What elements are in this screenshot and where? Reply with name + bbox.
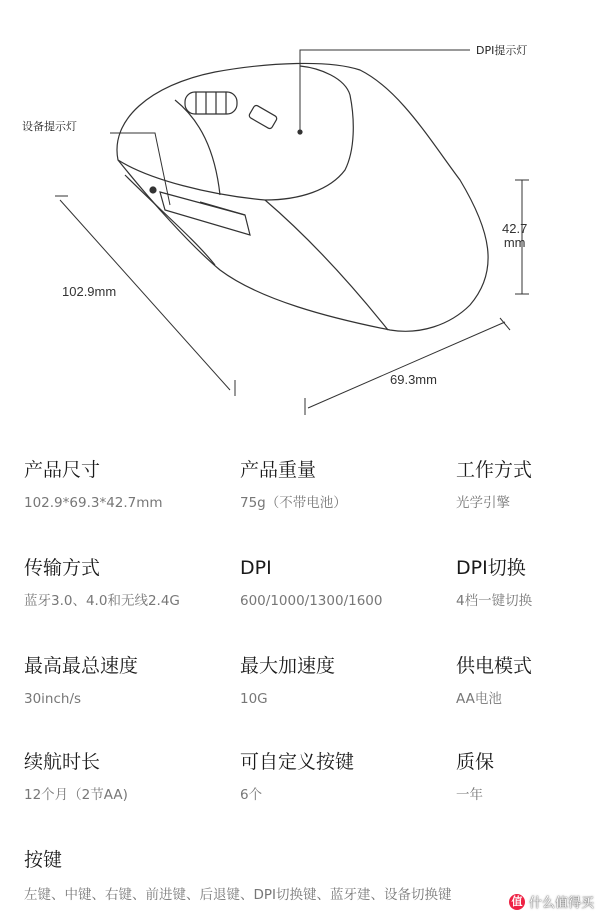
keys-label: 按键 xyxy=(24,849,63,871)
spec-item xyxy=(456,458,600,512)
length-dimension: 102.9mm xyxy=(62,284,117,299)
spec-value: 30inch/s xyxy=(24,691,82,707)
spec-item xyxy=(456,750,600,804)
dpi-led-label: DPI提示灯 xyxy=(476,44,528,57)
spec-label: 最大加速度 xyxy=(240,655,336,677)
dpi-led xyxy=(298,130,302,134)
spec-value: 75g（不带电池） xyxy=(240,495,347,511)
spec-label: 可自定义按键 xyxy=(240,751,355,773)
spec-item xyxy=(24,750,224,804)
spec-value: 光学引擎 xyxy=(456,495,510,511)
spec-item xyxy=(240,750,440,804)
spec-value: 一年 xyxy=(456,787,483,803)
watermark xyxy=(509,892,594,911)
dpi-led-leader xyxy=(300,50,470,130)
height-unit: mm xyxy=(503,235,526,250)
spec-label: 产品重量 xyxy=(240,459,317,481)
watermark-text: 什么值得买 xyxy=(528,896,594,911)
device-led-label: 设备提示灯 xyxy=(22,120,77,133)
scroll-wheel xyxy=(185,92,237,114)
spec-value: 10G xyxy=(240,691,268,707)
spec-item xyxy=(24,458,224,512)
spec-value: AA电池 xyxy=(456,691,502,707)
spec-item xyxy=(24,556,224,610)
height-value: 42.7 xyxy=(502,221,528,236)
spec-item xyxy=(240,458,440,512)
keys-value: 左键、中键、右键、前进键、后退键、DPI切换键、蓝牙建、设备切换键 xyxy=(24,887,452,903)
spec-value: 4档一键切换 xyxy=(456,593,533,609)
mouse-line-drawing xyxy=(0,0,600,440)
spec-label: 工作方式 xyxy=(456,459,533,481)
height-dimension xyxy=(502,222,527,250)
spec-item xyxy=(240,654,440,708)
side-buttons xyxy=(160,192,250,235)
width-dimension: 69.3mm xyxy=(390,372,437,387)
spec-label: 质保 xyxy=(456,751,495,773)
spec-item xyxy=(240,556,440,610)
dpi-button xyxy=(248,104,278,129)
device-led xyxy=(150,187,156,193)
spec-value: 102.9*69.3*42.7mm xyxy=(24,495,163,511)
width-dim-line xyxy=(308,322,505,408)
spec-value: 6个 xyxy=(240,787,263,803)
spec-label: 产品尺寸 xyxy=(24,459,101,481)
spec-label: DPI切换 xyxy=(456,557,526,579)
spec-value: 600/1000/1300/1600 xyxy=(240,593,383,609)
watermark-logo-icon: 值 xyxy=(509,894,525,910)
spec-value: 蓝牙3.0、4.0和无线2.4G xyxy=(24,593,180,609)
mouse-body-outline xyxy=(117,63,488,331)
spec-label: DPI xyxy=(240,557,272,579)
spec-label: 传输方式 xyxy=(24,557,101,579)
spec-item xyxy=(456,556,600,610)
spec-label: 供电模式 xyxy=(456,655,533,677)
spec-label: 续航时长 xyxy=(24,751,101,773)
spec-item xyxy=(456,654,600,708)
spec-value: 12个月（2节AA) xyxy=(24,787,128,803)
spec-label: 最高最总速度 xyxy=(24,655,139,677)
mouse-dimension-diagram xyxy=(0,0,600,440)
spec-item xyxy=(24,654,224,708)
